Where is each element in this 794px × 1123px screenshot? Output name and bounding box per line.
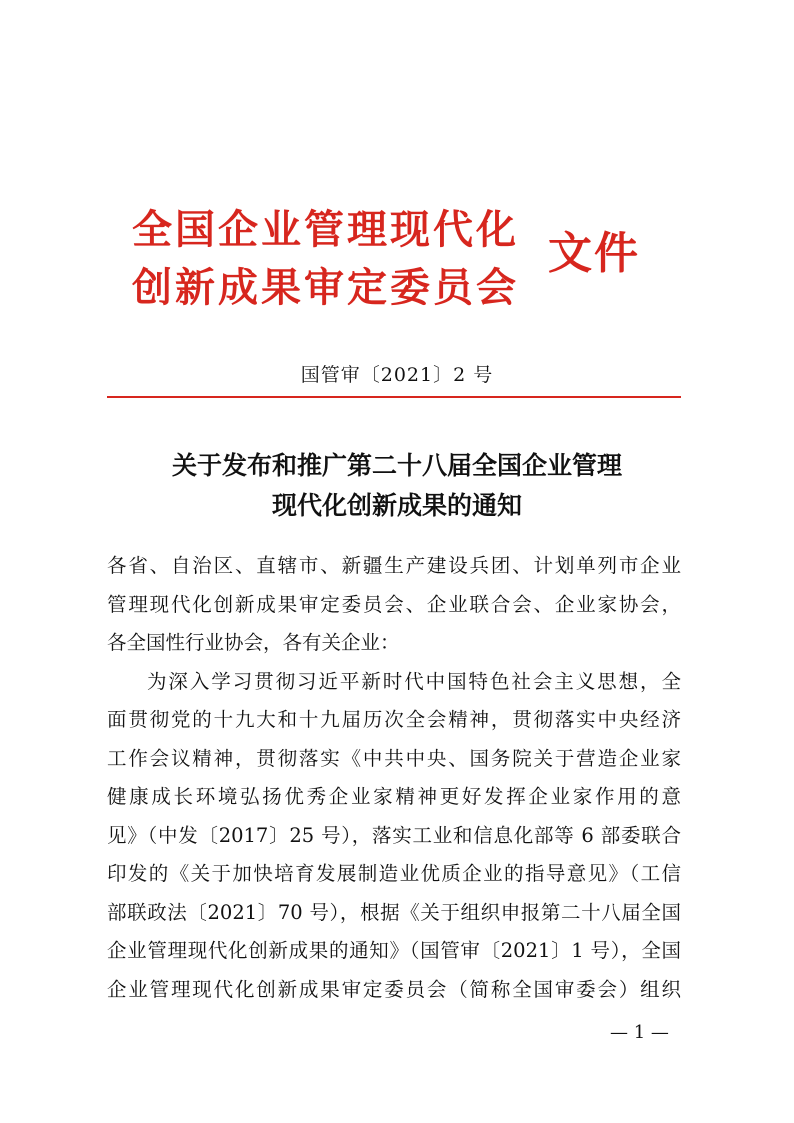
title-line-2: 现代化创新成果的通知 bbox=[271, 491, 522, 520]
body-line: 为深入学习贯彻习近平新时代中国特色社会主义思想，全 bbox=[147, 669, 681, 693]
body-line: 健康成长环境弘扬优秀企业家精神更好发挥企业家作用的意 bbox=[107, 785, 681, 808]
body-line: 各全国性行业协会，各有关企业： bbox=[107, 631, 400, 654]
issuer-name-line-2: 创新成果审定委员会 bbox=[132, 265, 519, 311]
body-line: 管理现代化创新成果审定委员会、企业联合会、企业家协会， bbox=[107, 592, 681, 616]
document-title bbox=[0, 446, 794, 526]
title-line-1: 关于发布和推广第二十八届全国企业管理 bbox=[171, 451, 622, 480]
body-line: 面贯彻党的十九大和十九届历次全会精神，贯彻落实中央经济 bbox=[107, 708, 681, 731]
body-line: 印发的《关于加快培育发展制造业优质企业的指导意见》（工信 bbox=[107, 862, 681, 885]
body-line: 企业管理现代化创新成果审定委员会（简称全国审委会）组织 bbox=[107, 977, 681, 1001]
body-line: 各省、自治区、直辖市、新疆生产建设兵团、计划单列市企业 bbox=[107, 554, 681, 577]
page-number: — 1 — bbox=[610, 1022, 669, 1043]
body-line: 企业管理现代化创新成果的通知》（国管审〔2021〕1 号），全国 bbox=[107, 939, 681, 962]
body-line: 见》（中发〔2017〕25 号），落实工业和信息化部等 6 部委联合 bbox=[107, 823, 681, 847]
document-type: 文件 bbox=[548, 228, 640, 279]
document-number: 国管审〔2021〕2 号 bbox=[300, 364, 494, 386]
issuer-name-line-1: 全国企业管理现代化 bbox=[132, 207, 519, 253]
document-header bbox=[132, 200, 652, 320]
body-line: 部联政法〔2021〕70 号），根据《关于组织申报第二十八届全国 bbox=[107, 900, 681, 924]
body-line: 工作会议精神，贯彻落实《中共中央、国务院关于营造企业家 bbox=[107, 746, 681, 770]
document-body bbox=[107, 547, 681, 1009]
header-divider bbox=[107, 396, 681, 398]
